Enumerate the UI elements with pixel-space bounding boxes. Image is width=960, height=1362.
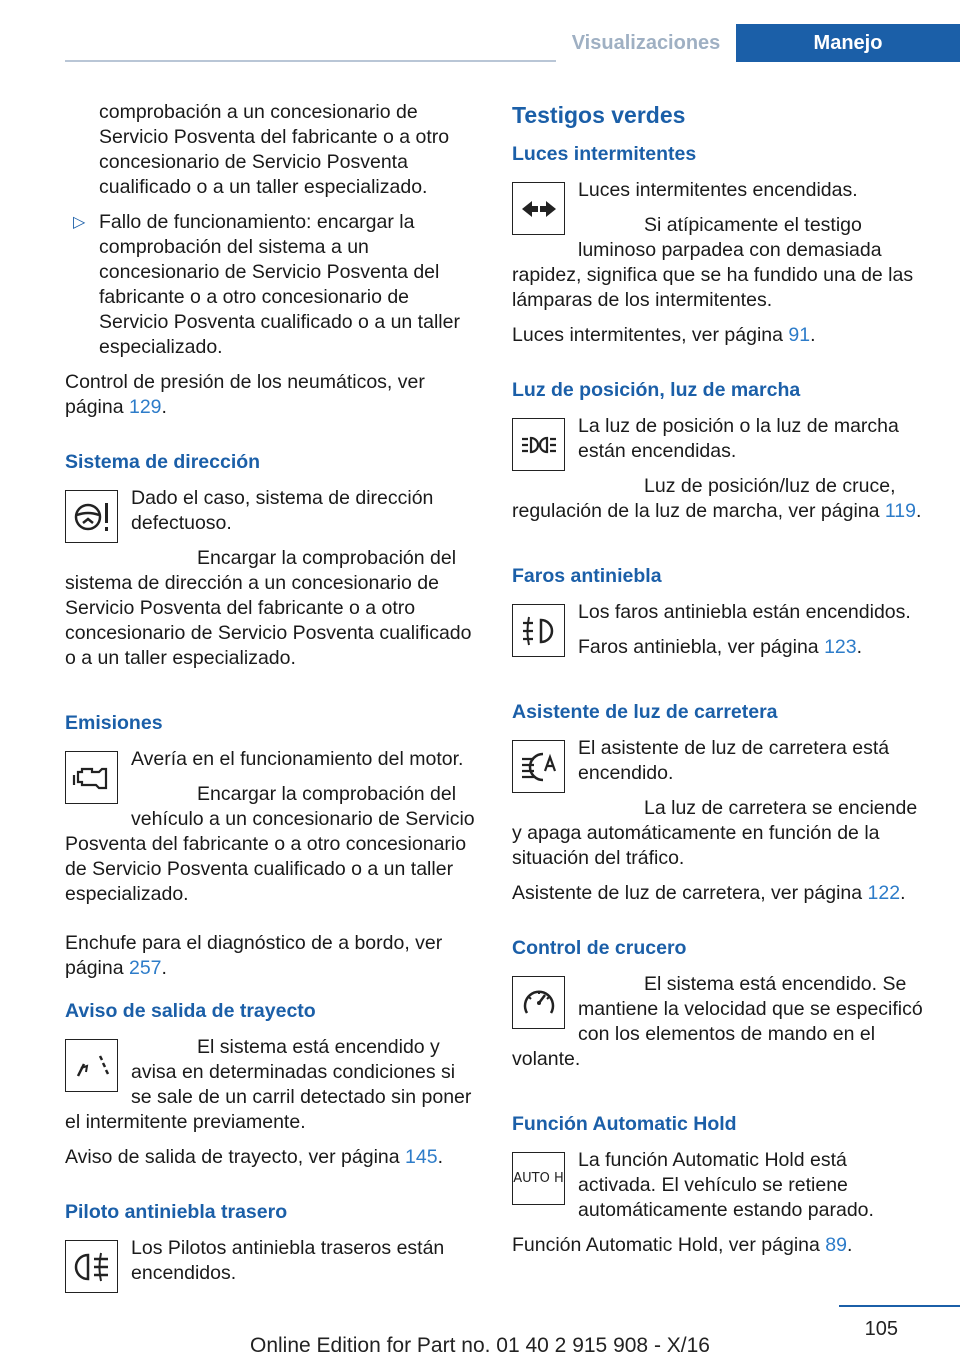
section-title-emissions: Emisiones [65, 712, 163, 734]
right-column [512, 100, 930, 1268]
turn-p2: Si atípicamente el testigo luminoso parpadea con demasiada rapidez, significa que se ha fundido una de las lámparas de los intermitentes. [512, 214, 914, 311]
page-link[interactable]: 89 [825, 1234, 847, 1256]
position-light-icon [512, 418, 565, 471]
fog-reference: Faros antiniebla, ver página 123. [578, 636, 863, 658]
position-reference: Luz de posición/luz de cruce, regulación de la luz de marcha, ver página 119. [512, 475, 922, 522]
footer-rule [839, 1305, 960, 1307]
list-item [65, 210, 480, 360]
reference-text: Aviso de salida de trayecto, ver página [65, 1146, 406, 1168]
engine-icon [65, 751, 118, 804]
page-link[interactable]: 119 [884, 500, 916, 522]
page-link[interactable]: 145 [405, 1146, 438, 1168]
high-beam-assist-icon [512, 740, 565, 793]
reference-text: Luces intermitentes, ver página [512, 324, 789, 346]
section-title-rearfog: Piloto antiniebla trasero [65, 1201, 288, 1223]
fog-p1: Los faros antiniebla están encendidos. [578, 601, 911, 623]
page-link[interactable]: 257 [128, 957, 162, 979]
front-fog-light-icon [512, 604, 565, 657]
reference-text: Faros antiniebla, ver página [578, 636, 825, 658]
page-link[interactable]: 129 [128, 396, 162, 418]
section-title-lane: Aviso de salida de trayecto [65, 1000, 316, 1022]
tab-visualizaciones[interactable]: Visualizaciones [556, 24, 736, 62]
highbeam-p2: La luz de carretera se enciende y apaga automáticamente en función de la situación del tráfico. [512, 797, 918, 869]
section-main-title: Testigos verdes [512, 102, 686, 128]
position-p1: La luz de posición o la luz de marcha están encendidas. [578, 415, 899, 462]
cruise-p1: El sistema está encendido. Se mantiene la velocidad que se especificó con los elementos de mando en el volante. [512, 973, 923, 1070]
bullet-text: Fallo de funcionamiento: encargar la comprobación del sistema a un concesionario de Servicio Posventa del fabricante o a otro concesionario de Servicio Posventa cualificado o a un taller especializado. [99, 211, 460, 358]
reference-text: Enchufe para el diagnóstico de a bordo, ver página [65, 932, 443, 979]
reference-text: Asistente de luz de carretera, ver página [512, 882, 868, 904]
obd-reference: Enchufe para el diagnóstico de a bordo, ver página 257. [65, 932, 443, 979]
reference-text: Control de presión de los neumáticos, ver página [65, 371, 425, 418]
turn-signal-icon [512, 182, 565, 235]
page-link[interactable]: 122 [867, 882, 901, 904]
steering-p1: Dado el caso, sistema de dirección defectuoso. [131, 487, 434, 534]
autohold-reference: Función Automatic Hold, ver página 89. [512, 1234, 853, 1256]
section-title-cruise: Control de crucero [512, 937, 687, 959]
steering-p2: Encargar la comprobación del sistema de dirección a un concesionario de Servicio Posventa del fabricante o a otro concesionario de Servicio Posventa cualificado o a un taller especializado. [65, 547, 472, 669]
section-title-fog: Faros antiniebla [512, 565, 662, 587]
rear-fog-light-icon [65, 1240, 118, 1293]
auto-hold-icon-label: AUTO H [513, 1171, 564, 1186]
continued-paragraph: comprobación a un concesionario de Servicio Posventa del fabricante o a otro concesionario de Servicio Posventa cualificado o a un taller especializado. [99, 101, 450, 198]
autohold-p1: La función Automatic Hold está activada. El vehículo se retiene automáticamente estando parado. [578, 1149, 874, 1221]
auto-hold-icon [512, 1152, 565, 1205]
highbeam-p1: El asistente de luz de carretera está encendido. [578, 737, 890, 784]
lane-p1: El sistema está encendido y avisa en determinadas condiciones si se sale de un carril detectado sin poner el intermitente previamente. [65, 1036, 472, 1133]
lane-departure-icon [65, 1039, 118, 1092]
emissions-p1: Avería en el funcionamiento del motor. [131, 748, 464, 770]
page-link[interactable]: 91 [788, 324, 811, 346]
cruise-control-icon [512, 976, 565, 1029]
tpms-reference: Control de presión de los neumáticos, ver página 129. [65, 371, 425, 418]
triangle-bullet-icon: ▷ [73, 214, 86, 231]
rearfog-p1: Los Pilotos antiniebla traseros están encendidos. [131, 1237, 445, 1284]
section-title-steering: Sistema de dirección [65, 451, 261, 473]
section-title-turn: Luces intermitentes [512, 143, 697, 165]
steering-warning-icon [65, 490, 118, 543]
turn-reference: Luces intermitentes, ver página 91. [512, 324, 816, 346]
highbeam-reference: Asistente de luz de carretera, ver página 122. [512, 882, 906, 904]
edition-footer: Online Edition for Part no. 01 40 2 915 908 - X/16 [250, 1334, 710, 1357]
turn-p1: Luces intermitentes encendidas. [578, 179, 858, 201]
reference-text: Función Automatic Hold, ver página [512, 1234, 826, 1256]
section-title-highbeam: Asistente de luz de carretera [512, 701, 778, 723]
section-title-autohold: Función Automatic Hold [512, 1113, 737, 1135]
emissions-p2: Encargar la comprobación del vehículo a un concesionario de Servicio Posventa del fabricante o a otro concesionario de Servicio Posventa cualificado o a un taller especializado. [65, 783, 475, 905]
reference-text: Luz de posición/luz de cruce, regulación de la luz de marcha, ver página [512, 475, 896, 522]
page-link[interactable]: 123 [824, 636, 857, 658]
lane-reference: Aviso de salida de trayecto, ver página 145. [65, 1146, 443, 1168]
tab-manejo[interactable]: Manejo [736, 24, 960, 62]
page-number: 105 [864, 1318, 898, 1340]
section-title-position: Luz de posición, luz de marcha [512, 379, 801, 401]
left-column [65, 100, 480, 1297]
